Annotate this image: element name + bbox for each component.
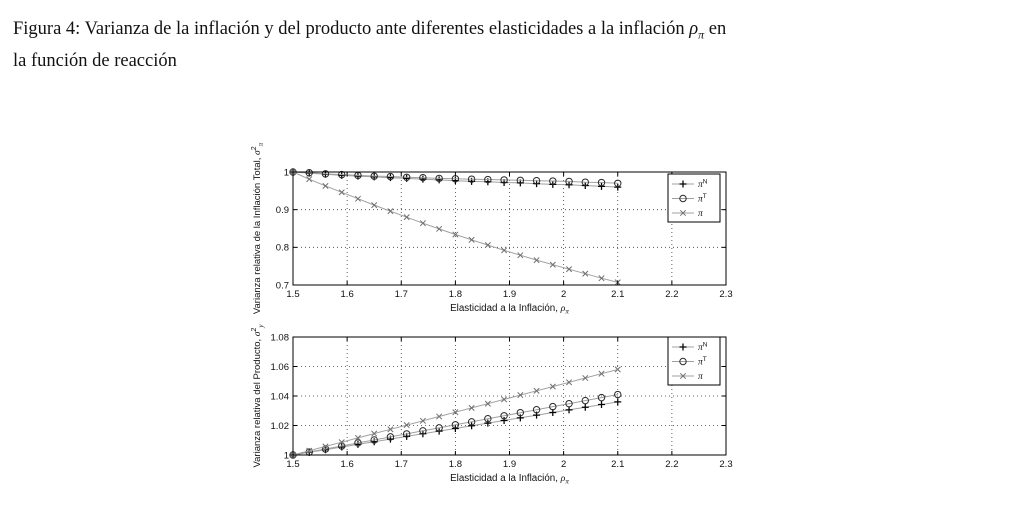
x-tick-label: 2.2 bbox=[665, 459, 679, 470]
x-axis-label bbox=[450, 473, 569, 486]
x-axis-label-subscript: π bbox=[565, 307, 569, 316]
y-axis-label-symbol: σ bbox=[253, 331, 263, 337]
legend-label-base: π bbox=[698, 343, 703, 354]
series-pi-x-marker bbox=[307, 176, 312, 181]
legend-label-sup: T bbox=[702, 193, 707, 201]
legend-label-base: π bbox=[698, 180, 703, 191]
x-tick-label: 2.1 bbox=[611, 289, 625, 300]
series-pi-x-marker bbox=[436, 226, 441, 231]
y-axis-label bbox=[251, 142, 265, 314]
rho-subscript: π bbox=[698, 27, 705, 42]
y-axis-label-subscript: y bbox=[257, 324, 265, 328]
caption-line2: la función de reacción bbox=[13, 50, 177, 71]
x-tick-label: 1.8 bbox=[448, 459, 462, 470]
y-axis-label-subscript: π bbox=[257, 142, 265, 147]
series-pi-x-marker bbox=[323, 183, 328, 188]
series-pi-x-marker bbox=[388, 208, 393, 213]
chart-inflation-variance bbox=[230, 130, 760, 325]
y-axis-label-text: Varianza relativa del Producto, bbox=[252, 336, 263, 468]
series-pi-N-plus-marker bbox=[582, 404, 589, 411]
caption-text: Figura 4: Varianza de la inflación y del producto ante diferentes elasticidades a la inflación bbox=[13, 19, 690, 39]
y-tick-label: 1 bbox=[283, 167, 289, 179]
y-axis-label bbox=[251, 324, 265, 468]
y-axis-label-superscript: 2 bbox=[251, 146, 258, 151]
series-pi-x-marker bbox=[485, 242, 490, 247]
x-tick-label: 1.9 bbox=[502, 289, 517, 300]
y-axis-label-symbol: σ bbox=[253, 150, 263, 155]
series-pi-x-marker bbox=[339, 190, 344, 195]
series-pi-x-marker bbox=[404, 215, 409, 220]
legend bbox=[668, 337, 720, 385]
y-tick-label: 0.9 bbox=[275, 205, 289, 217]
legend-label-base: π bbox=[698, 357, 703, 368]
y-axis-label-text: Varianza relativa de la Inflación Total, bbox=[252, 154, 263, 315]
legend-label-base: π bbox=[698, 194, 703, 205]
series-pi-N-plus-marker bbox=[614, 398, 621, 405]
x-tick-label: 1.7 bbox=[394, 289, 408, 300]
y-tick-label: 1.04 bbox=[270, 391, 289, 403]
legend-label-sup: N bbox=[702, 341, 708, 349]
y-tick-label: 1.06 bbox=[270, 361, 289, 373]
y-tick-label: 1.08 bbox=[270, 332, 289, 344]
legend-label-sup: T bbox=[702, 356, 707, 364]
x-tick-label: 2 bbox=[560, 289, 567, 300]
x-tick-label: 2.1 bbox=[611, 459, 625, 470]
y-tick-label: 1.02 bbox=[270, 420, 289, 432]
x-tick-label: 1.5 bbox=[286, 459, 300, 470]
figure-caption bbox=[13, 16, 1014, 74]
x-tick-label: 1.8 bbox=[448, 289, 462, 300]
legend-label-base: π bbox=[698, 209, 703, 220]
x-axis-label bbox=[450, 303, 569, 316]
series-pi-x-marker bbox=[469, 237, 474, 242]
x-tick-label: 1.6 bbox=[340, 289, 354, 300]
y-tick-label: 0.7 bbox=[275, 280, 289, 292]
x-tick-label: 1.5 bbox=[286, 289, 300, 300]
legend-label-pi bbox=[698, 372, 703, 382]
x-tick-label: 1.7 bbox=[394, 459, 408, 470]
x-tick-label: 1.6 bbox=[340, 459, 354, 470]
rho-symbol: ρ bbox=[689, 19, 699, 39]
x-axis-label-symbol: ρ bbox=[560, 303, 566, 314]
x-axis-label-text: Elasticidad a la Inflación, bbox=[450, 303, 561, 314]
y-axis-label-superscript: 2 bbox=[251, 327, 258, 332]
legend-label-base: π bbox=[698, 372, 703, 383]
x-axis-label-text: Elasticidad a la Inflación, bbox=[450, 473, 561, 484]
x-axis-label-subscript: π bbox=[565, 477, 569, 486]
series-pi-x-marker bbox=[615, 367, 620, 372]
series-pi-N-plus-marker bbox=[566, 406, 573, 413]
x-tick-label: 2.3 bbox=[719, 289, 733, 300]
series-pi-x-marker bbox=[420, 221, 425, 226]
legend-label-sup: N bbox=[702, 178, 708, 186]
series-pi-x-marker bbox=[355, 196, 360, 201]
caption-text-end: en bbox=[704, 19, 727, 39]
x-tick-label: 2.2 bbox=[665, 289, 679, 300]
series-pi-x-marker bbox=[518, 253, 523, 258]
y-tick-label: 0.8 bbox=[275, 242, 289, 254]
x-tick-label: 2.3 bbox=[719, 459, 733, 470]
x-tick-label: 2 bbox=[560, 459, 567, 470]
series-pi-N-plus-marker bbox=[598, 401, 605, 408]
x-tick-label: 1.9 bbox=[502, 459, 517, 470]
series-pi-x-marker bbox=[371, 202, 376, 207]
y-tick-label: 1 bbox=[283, 450, 289, 462]
chart-output-variance bbox=[230, 325, 760, 495]
legend-label-pi bbox=[698, 209, 703, 219]
legend bbox=[668, 174, 720, 222]
x-axis-label-symbol: ρ bbox=[560, 473, 566, 484]
